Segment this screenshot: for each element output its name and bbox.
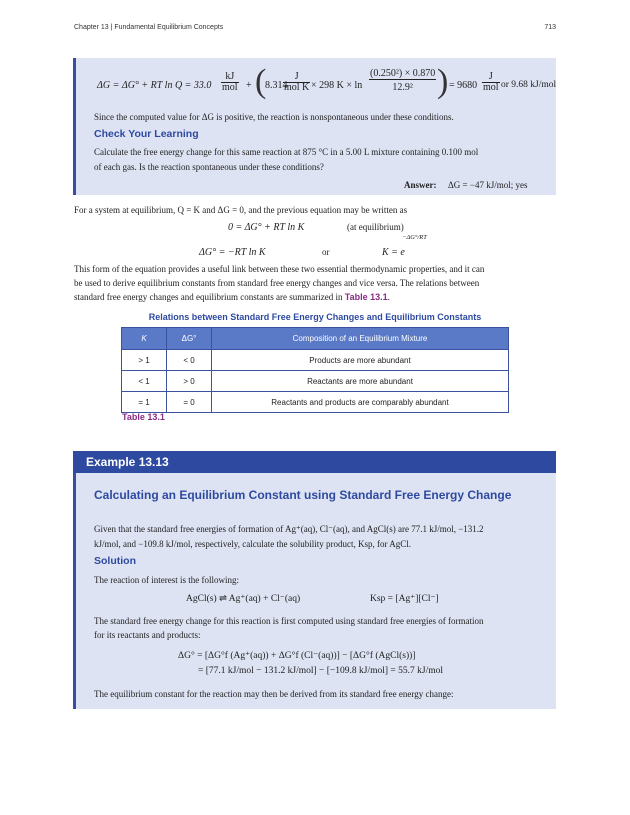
example-title: Calculating an Equilibrium Constant using Standard Free Energy Change <box>94 488 512 502</box>
delta-g-line1: ΔG° = [ΔG°f (Ag⁺(aq)) + ΔG°f (Cl⁻(aq))] − [ΔG°f (AgCl(s))] <box>178 651 416 661</box>
free-energy-equation: ΔG = ΔG° + RT ln Q = 33.0 $\frac{kJ}{\text{mol}}$ + ( 8.314 $\frac{J}{\text{mol K}}$ × 298 K × ln $\frac{\text{(0.250²) × 0.870}}{\text{12.9²}}$ ) = 9680 $\frac{J}{\text{mol}}$ or 9.68 kJ/mol <box>97 63 557 100</box>
ln-argument: $\frac{\text{(0.250²) × 0.870}}{\text{12.9²}}$ <box>370 68 436 93</box>
right-paren: ) <box>437 63 449 100</box>
given-line2: kJ/mol, and −109.8 kJ/mol, respectively, calculate the solubility product, Ksp, for AgCl. <box>94 539 411 549</box>
left-paren: ( <box>255 63 267 100</box>
answer-value: ΔG = −47 kJ/mol; yes <box>448 180 528 190</box>
equilibrium-eq1: 0 = ΔG° + RT ln K <box>228 222 305 233</box>
table-link[interactable]: Table 13.1 <box>344 292 388 302</box>
conclusion-text: Since the computed value for ΔG is positive, the reaction is nonspontaneous under these conditions. <box>94 112 454 122</box>
table-caption: Table 13.1 <box>122 412 165 422</box>
col-header-dg: ΔG° <box>167 328 212 350</box>
computed-line1: The standard free energy change for this reaction is first computed using standard free energies of formation <box>94 616 484 626</box>
equilibrium-eq2-exponent: −ΔG°/RT <box>402 234 427 241</box>
equilibrium-eq2-right: K = e <box>382 247 405 258</box>
check-text-line1: Calculate the free energy change for this same reaction at 875 °C in a 5.00 L mixture containing 0.100 mol <box>94 147 479 157</box>
equilibrium-para-line2: be used to derive equilibrium constants from standard free energy changes and vice versa. The relations between <box>74 278 480 288</box>
table-title: Relations between Standard Free Energy Changes and Equilibrium Constants <box>148 312 482 322</box>
eq-lhs: ΔG = ΔG° + RT ln Q = 33.0 <box>97 80 212 91</box>
given-line1: Given that the standard free energies of formation of Ag⁺(aq), Cl⁻(aq), and AgCl(s) are 77.1 kJ/mol, −131.2 <box>94 524 484 534</box>
unit-kj-mol: $\frac{kJ}{\text{mol}}$ <box>222 71 238 93</box>
reaction-equation: AgCl(s) ⇌ Ag⁺(aq) + Cl⁻(aq) <box>186 594 301 604</box>
answer-label: Answer: <box>404 180 437 190</box>
table-row: > 1 < 0 Products are more abundant <box>122 350 509 371</box>
computed-line2: for its reactants and products: <box>94 630 201 640</box>
equilibrium-eq2-or: or <box>322 247 330 257</box>
reaction-intro: The reaction of interest is the following: <box>94 575 239 585</box>
check-your-learning-heading: Check Your Learning <box>94 128 199 140</box>
unit-j-mol: $\frac{J}{\text{mol}}$ <box>483 71 499 93</box>
table-row: = 1 = 0 Reactants and products are comparably abundant <box>122 392 509 413</box>
equilibrium-para-line3: standard free energy changes and equilibrium constants are summarized in Table 13.1. <box>74 292 390 302</box>
example-header-bar <box>73 451 556 473</box>
table-row: < 1 > 0 Reactants are more abundant <box>122 371 509 392</box>
relations-table <box>121 327 509 413</box>
solution-heading: Solution <box>94 555 136 567</box>
equilibrium-eq2-left: ΔG° = −RT ln K <box>199 247 266 258</box>
chapter-header: Chapter 13 | Fundamental Equilibrium Concepts <box>74 24 224 31</box>
ksp-expression: Ksp = [Ag⁺][Cl⁻] <box>370 594 439 604</box>
example-label: Example 13.13 <box>86 455 169 469</box>
col-header-composition: Composition of an Equilibrium Mixture <box>212 328 509 350</box>
equilibrium-para-line1: This form of the equation provides a useful link between these two essential thermodynamic properties, and it can <box>74 264 485 274</box>
check-text-line2: of each gas. Is the reaction spontaneous under these conditions? <box>94 162 324 172</box>
equilibrium-intro: For a system at equilibrium, Q = K and ΔG = 0, and the previous equation may be written as <box>74 205 408 215</box>
unit-j-molk: $\frac{J}{\text{mol K}}$ <box>284 71 310 93</box>
final-text: The equilibrium constant for the reaction may then be derived from its standard free energy change: <box>94 689 454 699</box>
page-number: 713 <box>544 24 556 31</box>
equilibrium-eq1-note: (at equilibrium) <box>347 222 404 232</box>
delta-g-line2: = [77.1 kJ/mol − 131.2 kJ/mol] − [−109.8 kJ/mol] = 55.7 kJ/mol <box>198 666 444 676</box>
col-header-k: K <box>122 328 167 350</box>
